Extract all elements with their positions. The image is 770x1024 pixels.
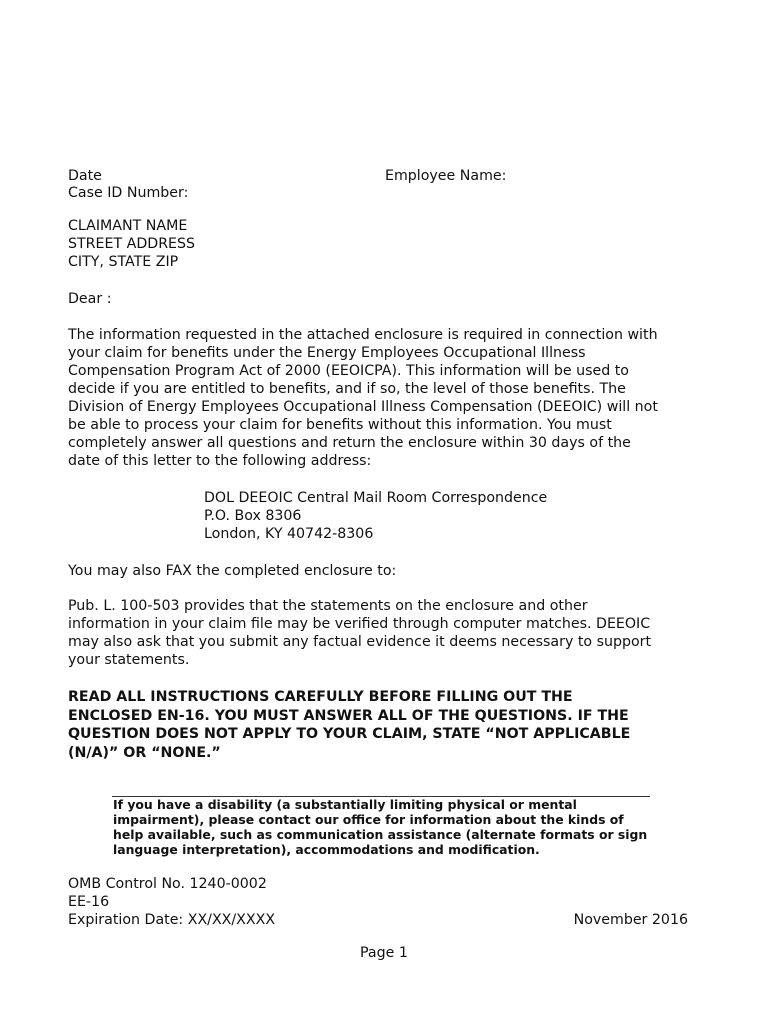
notice-line: impairment), please contact our office for information about the kinds of xyxy=(113,812,624,827)
paragraph-line: may also ask that you submit any factual evidence it deems necessary to support xyxy=(68,634,652,650)
omb-control-number: OMB Control No. 1240-0002 xyxy=(68,876,267,892)
instructions-line: READ ALL INSTRUCTIONS CAREFULLY BEFORE FILLING OUT THE xyxy=(68,689,573,705)
claimant-address xyxy=(68,217,195,271)
paragraph-line: decide if you are entitled to benefits, and if so, the level of those benefits. The xyxy=(68,381,626,397)
paragraph-line: completely answer all questions and return the enclosure within 30 days of the xyxy=(68,435,631,451)
paragraph-line: your statements. xyxy=(68,652,190,668)
address-line: STREET ADDRESS xyxy=(68,236,196,252)
paragraph-line: The information requested in the attached enclosure is required in connection with xyxy=(68,327,658,343)
date-label: Date xyxy=(68,168,102,184)
paragraph-line: information in your claim file may be verified through computer matches. DEEOIC xyxy=(68,616,651,632)
paragraph-line: be able to process your claim for benefits without this information. You must xyxy=(68,417,612,433)
page-number: Page 1 xyxy=(360,945,408,961)
form-number: EE-16 xyxy=(68,894,110,910)
employee-name-label: Employee Name: xyxy=(385,168,507,184)
paragraph-line: your claim for benefits under the Energy Employees Occupational Illness xyxy=(68,345,586,361)
notice-line: language interpretation), accommodations and modification. xyxy=(113,842,540,857)
case-id-label: Case ID Number: xyxy=(68,185,189,201)
mail-address-line: London, KY 40742-8306 xyxy=(204,526,374,542)
expiration-date: Expiration Date: XX/XX/XXXX xyxy=(68,912,276,928)
instructions-notice xyxy=(68,688,630,762)
disability-notice xyxy=(113,797,647,857)
pub-law-paragraph xyxy=(68,597,651,669)
paragraph-line: Compensation Program Act of 2000 (EEOICPA). This information will be used to xyxy=(68,363,629,379)
address-line: CITY, STATE ZIP xyxy=(68,254,179,270)
paragraph-line: Division of Energy Employees Occupational Illness Compensation (DEEOIC) will not xyxy=(68,399,658,415)
body-paragraph xyxy=(68,326,658,470)
instructions-line: ENCLOSED EN-16. YOU MUST ANSWER ALL OF THE QUESTIONS. IF THE xyxy=(68,707,629,724)
mailing-address xyxy=(204,489,547,543)
address-line: CLAIMANT NAME xyxy=(68,218,188,234)
paragraph-line: date of this letter to the following address: xyxy=(68,453,372,469)
fax-line: You may also FAX the completed enclosure to: xyxy=(68,563,397,579)
paragraph-line: Pub. L. 100-503 provides that the statements on the enclosure and other xyxy=(68,598,588,614)
instructions-line: QUESTION DOES NOT APPLY TO YOUR CLAIM, STATE “NOT APPLICABLE xyxy=(68,726,631,742)
salutation: Dear : xyxy=(68,291,112,307)
instructions-line: (N/A)” OR “NONE.” xyxy=(68,744,221,761)
notice-line: help available, such as communication assistance (alternate formats or sign xyxy=(113,827,648,842)
mail-address-line: DOL DEEOIC Central Mail Room Correspondence xyxy=(204,490,548,506)
revision-date: November 2016 xyxy=(573,912,688,928)
mail-address-line: P.O. Box 8306 xyxy=(204,508,302,524)
notice-line: If you have a disability (a substantially limiting physical or mental xyxy=(113,797,577,812)
